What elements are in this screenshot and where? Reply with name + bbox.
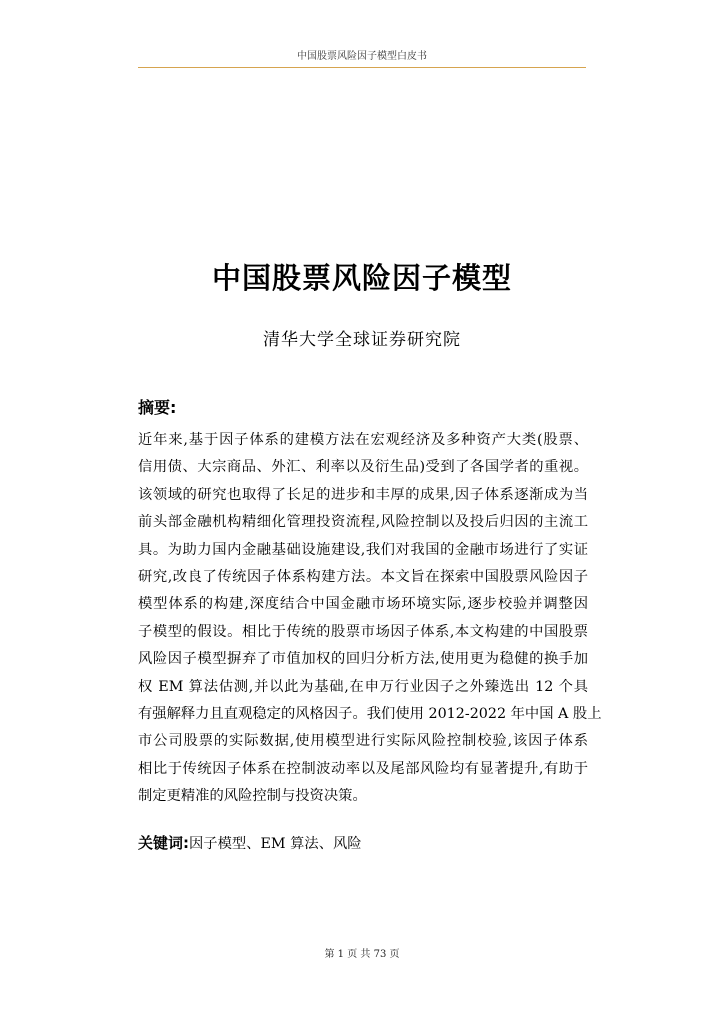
keywords-value: 因子模型、EM 算法、风险	[189, 836, 362, 852]
header-divider	[138, 67, 586, 68]
abstract-line: 权 EM 算法估测,并以此为基础,在申万行业因子之外臻选出 12 个具	[138, 678, 588, 695]
paper-title: 中国股票风险因子模型	[211, 261, 512, 295]
abstract-line: 市公司股票的实际数据,使用模型进行实际风险控制校验,该因子体系	[138, 733, 588, 750]
abstract-line: 具。为助力国内金融基础设施建设,我们对我国的金融市场进行了实证	[138, 541, 588, 558]
abstract-line: 前头部金融机构精细化管理投资流程,风险控制以及投后归因的主流工	[138, 514, 588, 531]
affiliation: 清华大学全球证券研究院	[263, 330, 461, 350]
keywords-label: 关键词:	[138, 834, 189, 852]
abstract-heading: 摘要:	[138, 398, 177, 417]
abstract-line: 制定更精准的风险控制与投资决策。	[138, 788, 367, 805]
running-header: 中国股票风险因子模型白皮书	[297, 51, 427, 62]
page-number: 第 1 页 共 73 页	[324, 949, 400, 960]
abstract-line: 相比于传统因子体系在控制波动率以及尾部风险均有显著提升,有助于	[138, 760, 588, 777]
abstract-body	[138, 427, 602, 811]
keywords	[138, 831, 362, 856]
abstract-line: 近年来,基于因子体系的建模方法在宏观经济及多种资产大类(股票、	[138, 432, 588, 448]
abstract-line: 风险因子模型摒弃了市值加权的回归分析方法,使用更为稳健的换手加	[138, 651, 588, 668]
abstract-line: 该领域的研究也取得了长足的进步和丰厚的成果,因子体系逐渐成为当	[138, 486, 588, 503]
abstract-line: 研究,改良了传统因子体系构建方法。本文旨在探索中国股票风险因子	[138, 569, 588, 586]
abstract-line: 信用债、大宗商品、外汇、利率以及衍生品)受到了各国学者的重视。	[138, 459, 588, 476]
abstract-line: 模型体系的构建,深度结合中国金融市场环境实际,逐步校验并调整因	[138, 596, 588, 613]
abstract-line: 子模型的假设。相比于传统的股票市场因子体系,本文构建的中国股票	[138, 623, 588, 640]
abstract-line: 有强解释力且直观稳定的风格因子。我们使用 2012-2022 年中国 A 股上	[138, 706, 602, 723]
